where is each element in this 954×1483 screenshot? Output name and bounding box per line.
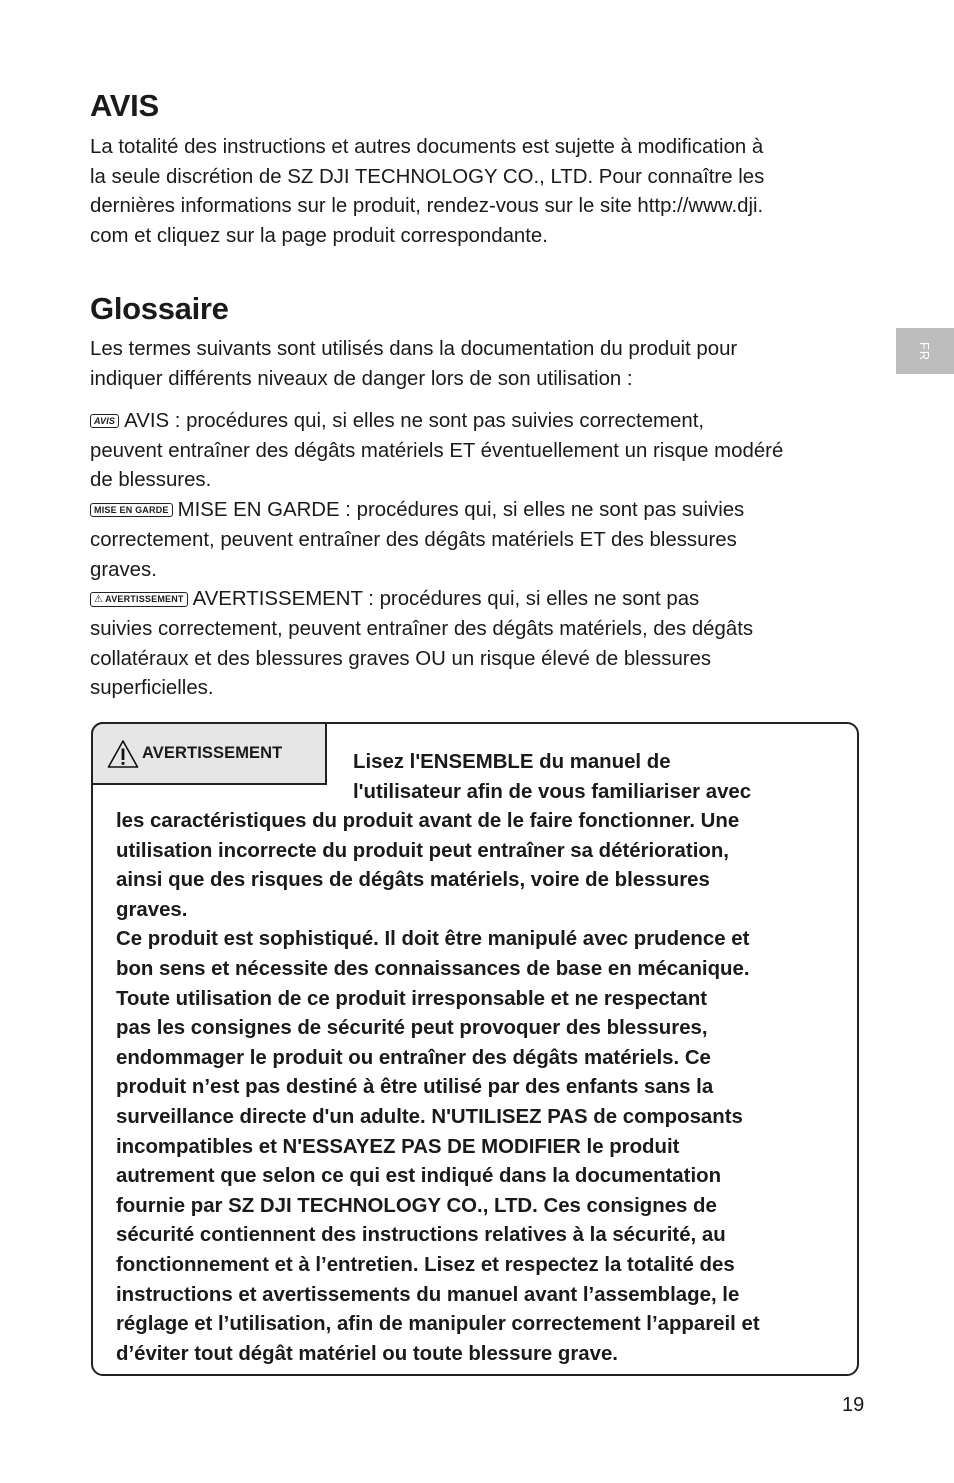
text-line: endommager le produit ou entraîner des dégâts matériels. Ce bbox=[116, 1046, 711, 1069]
caution-badge: MISE EN GARDE bbox=[90, 503, 173, 517]
warning-box-label bbox=[91, 722, 327, 785]
text-line: superficielles. bbox=[90, 677, 214, 700]
text-line: d’éviter tout dégât matériel ou toute blessure grave. bbox=[116, 1342, 618, 1365]
glossary-title: Glossaire bbox=[90, 291, 229, 326]
text-line: graves. bbox=[90, 558, 157, 581]
warning-header-text bbox=[353, 748, 751, 807]
text-line: MISE EN GARDE : procédures qui, si elles ne sont pas suivies bbox=[177, 499, 745, 522]
text-line: réglage et l’utilisation, afin de manipuler correctement l’appareil et bbox=[116, 1313, 760, 1336]
warning-badge-label: AVERTISSEMENT bbox=[105, 594, 184, 605]
text-line: graves. bbox=[116, 898, 188, 921]
text-line: la seule discrétion de SZ DJI TECHNOLOGY CO., LTD. Pour connaître les bbox=[90, 165, 765, 188]
notice-title: AVIS bbox=[90, 88, 159, 123]
text-line: La totalité des instructions et autres documents est sujette à modification à bbox=[90, 136, 764, 158]
text-line: instructions et avertissements du manuel avant l’assemblage, le bbox=[116, 1283, 740, 1306]
language-tab-label: FR bbox=[917, 341, 933, 361]
page-number: 19 bbox=[842, 1394, 865, 1416]
text-line: pas les consignes de sécurité peut provoquer des blessures, bbox=[116, 1017, 708, 1040]
text-line: correctement, peuvent entraîner des dégâts matériels ET des blessures bbox=[90, 528, 737, 551]
definition-notice bbox=[90, 407, 870, 496]
text-line: produit n’est pas destiné à être utilisé par des enfants sans la bbox=[116, 1076, 714, 1099]
text-line: l'utilisateur afin de vous familiariser avec bbox=[353, 780, 752, 803]
text-line: Lisez l'ENSEMBLE du manuel de bbox=[353, 751, 671, 773]
text-line: incompatibles et N'ESSAYEZ PAS DE MODIFIER le produit bbox=[116, 1135, 680, 1158]
text-line: Les termes suivants sont utilisés dans la documentation du produit pour bbox=[90, 338, 738, 360]
text-line: collatéraux et des blessures graves OU un risque élevé de blessures bbox=[90, 647, 712, 670]
glossary-definitions bbox=[90, 407, 870, 704]
text-line: AVIS : procédures qui, si elles ne sont pas suivies correctement, bbox=[124, 410, 705, 432]
warning-box-label-text: AVERTISSEMENT bbox=[142, 744, 283, 762]
text-line: AVERTISSEMENT : procédures qui, si elles ne sont pas bbox=[192, 588, 700, 611]
warning-triangle-icon: ⚠ bbox=[94, 594, 104, 606]
definition-warning bbox=[90, 585, 870, 704]
text-line: fonctionnement et à l’entretien. Lisez et respectez la totalité des bbox=[116, 1253, 735, 1276]
text-line: Toute utilisation de ce produit irresponsable et ne respectant bbox=[116, 987, 708, 1010]
text-line: sécurité contiennent des instructions relatives à la sécurité, au bbox=[116, 1224, 726, 1247]
text-line: surveillance directe d'un adulte. N'UTILISEZ PAS de composants bbox=[116, 1105, 743, 1128]
text-line: fournie par SZ DJI TECHNOLOGY CO., LTD. Ces consignes de bbox=[116, 1194, 717, 1217]
glossary-intro bbox=[90, 335, 870, 394]
text-line: dernières informations sur le produit, rendez-vous sur le site http://www.dji. bbox=[90, 195, 764, 218]
notice-body bbox=[90, 133, 870, 252]
text-line: Ce produit est sophistiqué. Il doit être manipulé avec prudence et bbox=[116, 928, 750, 951]
text-line: peuvent entraîner des dégâts matériels ET éventuellement un risque modéré bbox=[90, 439, 784, 462]
text-line: suivies correctement, peuvent entraîner des dégâts matériels, des dégâts bbox=[90, 617, 754, 640]
text-line: utilisation incorrecte du produit peut entraîner sa détérioration, bbox=[116, 839, 729, 862]
notice-badge: AVIS bbox=[90, 414, 119, 428]
text-line: bon sens et nécessite des connaissances de base en mécanique. bbox=[116, 957, 750, 980]
text-line: de blessures. bbox=[90, 469, 212, 492]
text-line: com et cliquez sur la page produit correspondante. bbox=[90, 225, 548, 248]
text-line: indiquer différents niveaux de danger lors de son utilisation : bbox=[90, 367, 633, 390]
warning-body-text bbox=[116, 807, 846, 1369]
warning-triangle-icon bbox=[107, 739, 139, 769]
definition-caution bbox=[90, 496, 870, 585]
warning-badge bbox=[90, 592, 188, 607]
text-line: les caractéristiques du produit avant de le faire fonctionner. Une bbox=[116, 810, 740, 832]
text-line: ainsi que des risques de dégâts matériels, voire de blessures bbox=[116, 869, 710, 892]
language-tab bbox=[896, 328, 954, 374]
text-line: autrement que selon ce qui est indiqué dans la documentation bbox=[116, 1165, 722, 1188]
